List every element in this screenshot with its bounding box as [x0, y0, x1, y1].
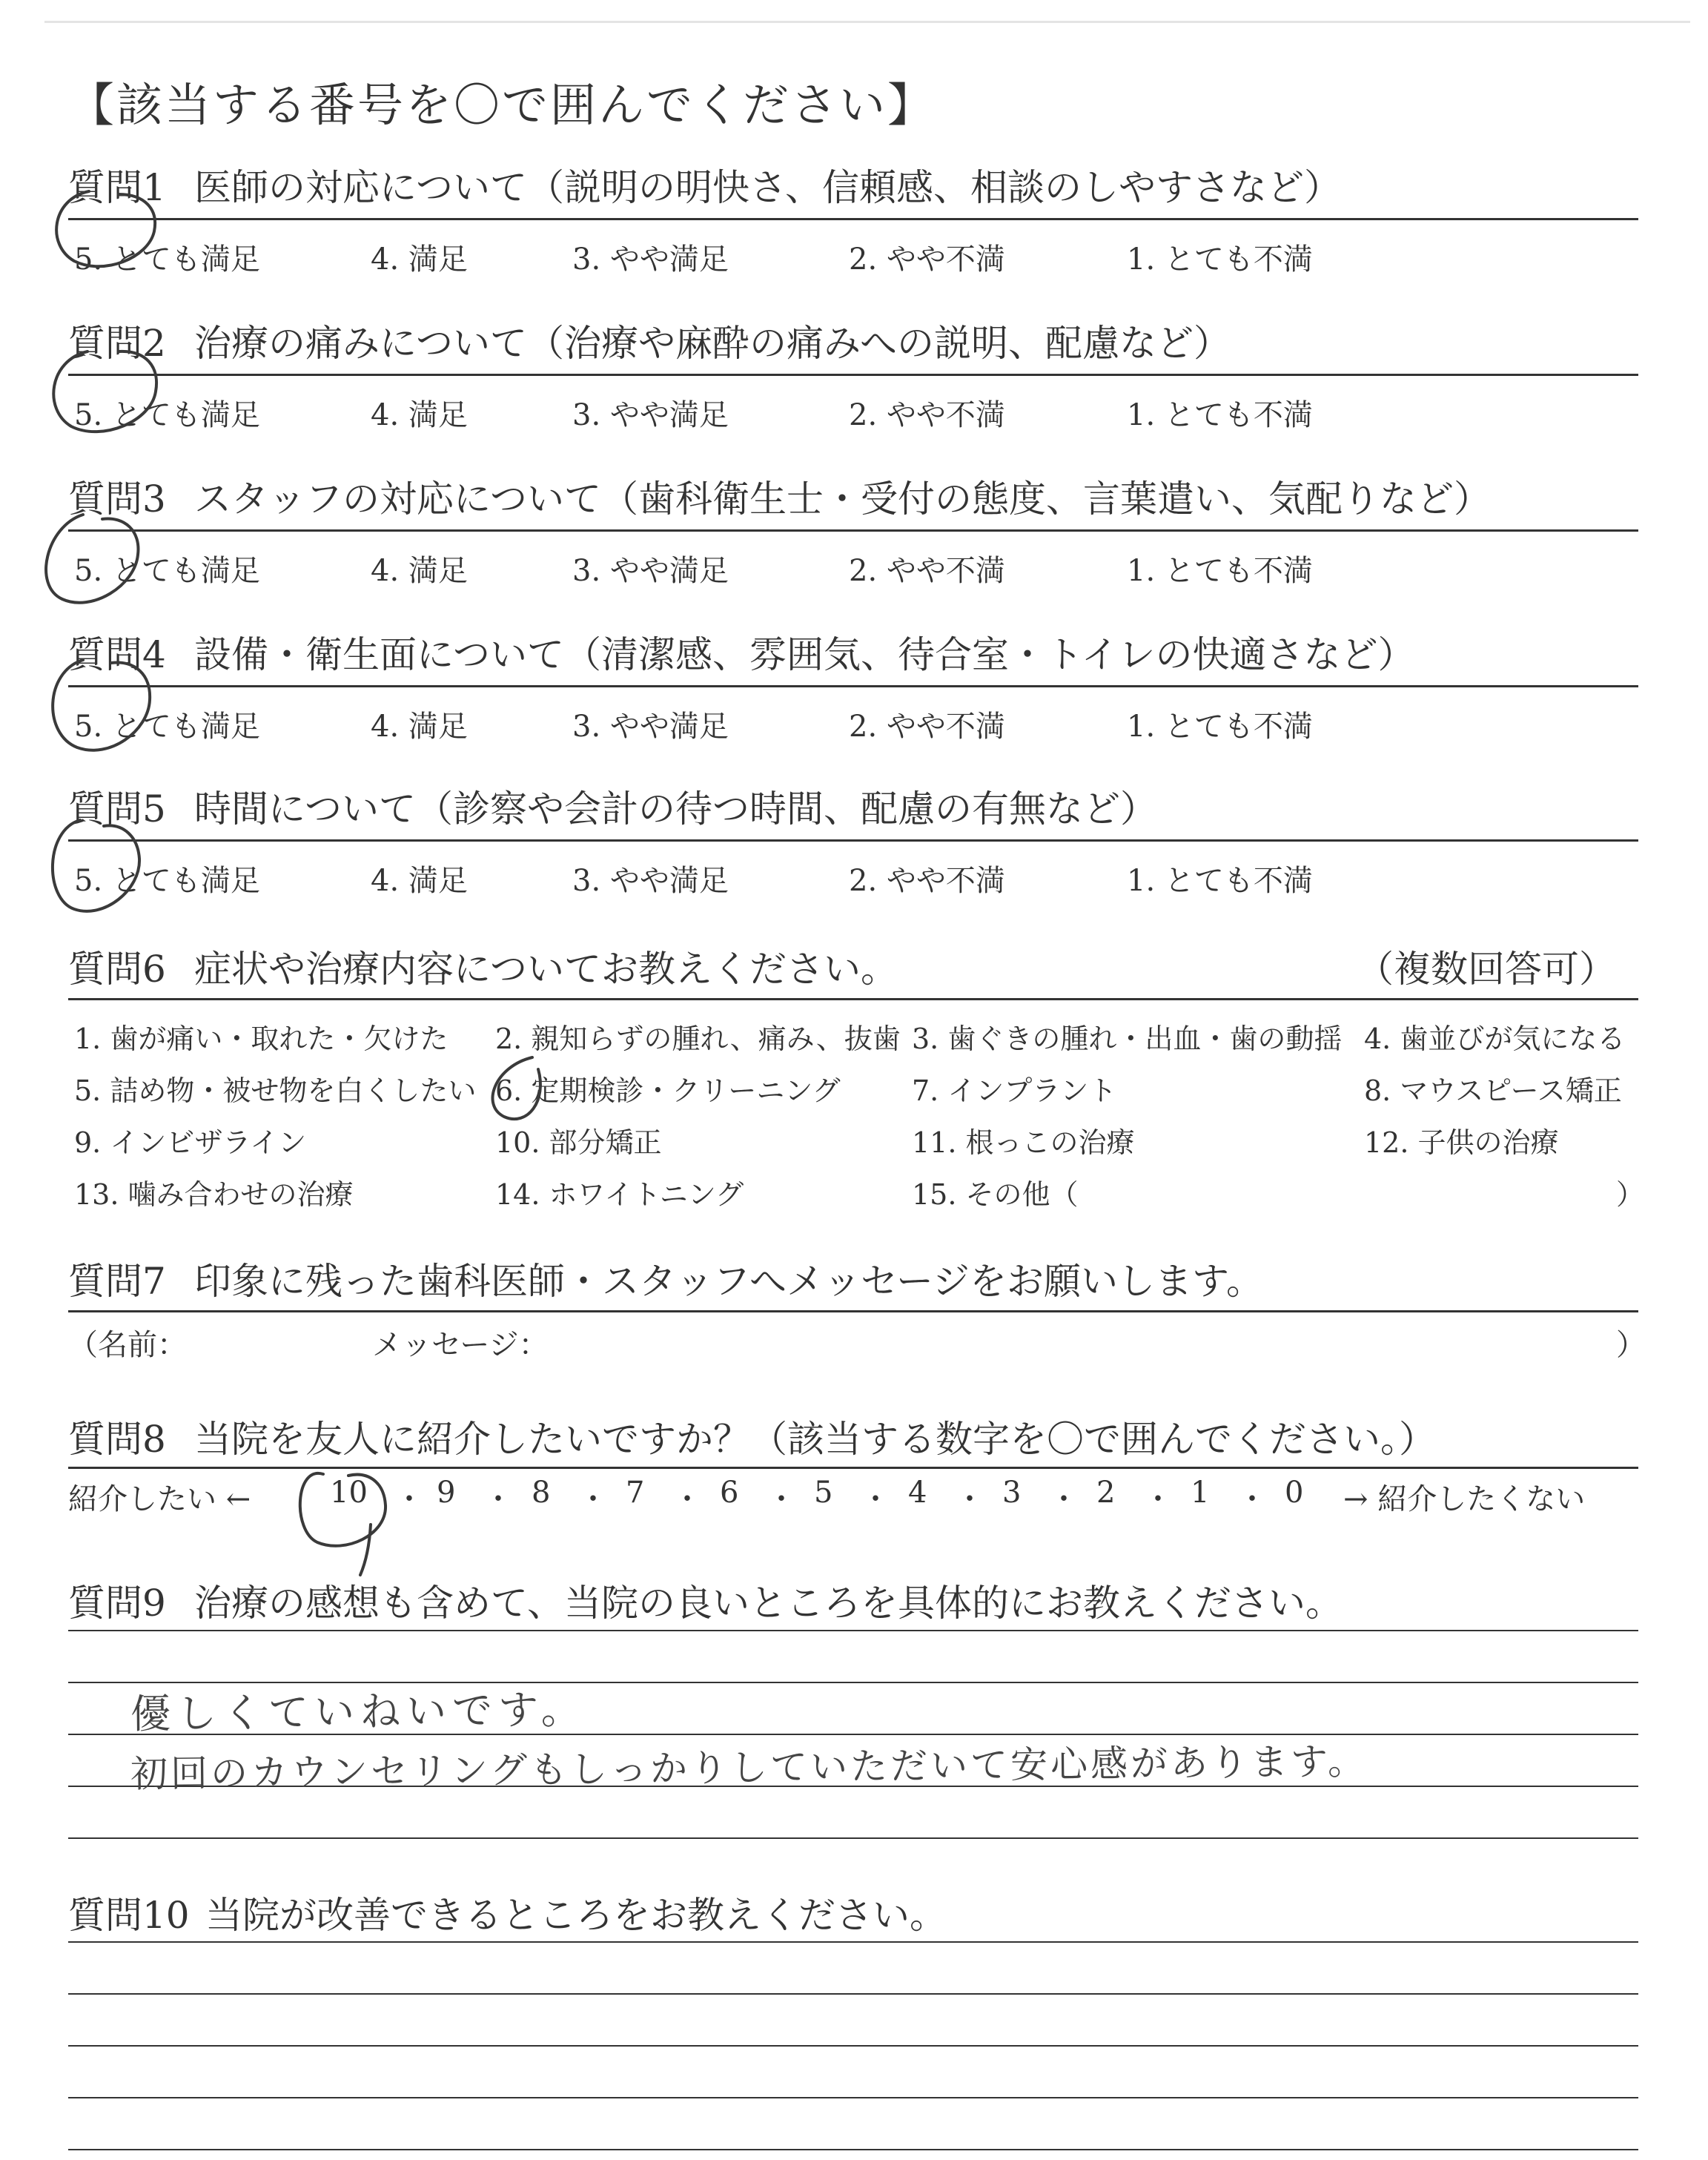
scale-2[interactable]: 2	[1096, 1476, 1116, 1510]
option-2[interactable]: 2. やや不満	[849, 710, 1005, 744]
question-number: 質問7	[68, 1260, 166, 1303]
multiple-answer-note: （複数回答可）	[1357, 948, 1616, 991]
scale-10[interactable]: 10	[330, 1476, 368, 1510]
option-1[interactable]: 1. とても不満	[1127, 710, 1313, 744]
scale-dot: ・	[578, 1482, 608, 1516]
scale-dot: ・	[1237, 1482, 1267, 1516]
option-4[interactable]: 4. 満足	[371, 554, 468, 588]
question-number: 質問5	[68, 787, 166, 830]
option-3[interactable]: 3. やや満足	[572, 710, 729, 744]
question-text: 治療の感想も含めて、当院の良いところを具体的にお教えください。	[194, 1582, 1343, 1625]
question-number: 質問8	[68, 1418, 166, 1461]
q6-option-13[interactable]: 13. 噛み合わせの治療	[74, 1178, 354, 1211]
scale-7[interactable]: 7	[626, 1476, 645, 1510]
question-text: 症状や治療内容についてお教えください。	[194, 948, 898, 991]
q2-selection-circle	[53, 351, 156, 432]
question-text: 設備・衛生面について（清潔感、雰囲気、待合室・トイレの快適さなど）	[194, 633, 1415, 676]
q6-selection-circle	[493, 1057, 540, 1119]
option-2[interactable]: 2. やや不満	[849, 242, 1005, 277]
q6-option-6[interactable]: 6. 定期検診・クリーニング	[495, 1074, 841, 1107]
scale-9[interactable]: 9	[437, 1476, 456, 1510]
question-number: 質問9	[68, 1582, 166, 1625]
option-1[interactable]: 1. とても不満	[1127, 864, 1313, 898]
scale-left-label: 紹介したい ←	[68, 1482, 251, 1516]
option-3[interactable]: 3. やや満足	[572, 242, 729, 277]
scale-5[interactable]: 5	[814, 1476, 833, 1510]
q6-option-9[interactable]: 9. インビザライン	[74, 1126, 307, 1159]
scale-dot: ・	[1143, 1482, 1173, 1516]
option-5[interactable]: 5. とても満足	[74, 398, 260, 432]
q6-option-4[interactable]: 4. 歯並びが気になる	[1364, 1023, 1626, 1055]
question-number: 質問10	[68, 1894, 190, 1937]
question-number: 質問3	[68, 478, 166, 521]
fields-close: ）	[1616, 1328, 1646, 1362]
option-5[interactable]: 5. とても満足	[74, 864, 260, 898]
option-3[interactable]: 3. やや満足	[572, 554, 729, 588]
option-2[interactable]: 2. やや不満	[849, 554, 1005, 588]
option-4[interactable]: 4. 満足	[371, 864, 468, 898]
name-label: （名前：	[68, 1328, 187, 1362]
question-text: 印象に残った歯科医師・スタッフへメッセージをお願いします。	[194, 1260, 1263, 1303]
q6-option-5[interactable]: 5. 詰め物・被せ物を白くしたい	[74, 1074, 477, 1107]
option-4[interactable]: 4. 満足	[371, 242, 468, 277]
scale-4[interactable]: 4	[908, 1476, 927, 1510]
q6-option-1[interactable]: 1. 歯が痛い・取れた・欠けた	[74, 1023, 448, 1055]
option-4[interactable]: 4. 満足	[371, 710, 468, 744]
option-1[interactable]: 1. とても不満	[1127, 398, 1313, 432]
question-text: 当院が改善できるところをお教えください。	[205, 1894, 947, 1937]
scale-dot: ・	[394, 1482, 424, 1516]
scale-0[interactable]: 0	[1285, 1476, 1304, 1510]
scale-right-label: → 紹介したくない	[1343, 1482, 1586, 1516]
q6-other-close: ）	[1616, 1178, 1645, 1211]
q6-option-11[interactable]: 11. 根っこの治療	[912, 1126, 1135, 1159]
option-4[interactable]: 4. 満足	[371, 398, 468, 432]
handwritten-answer-line-1: 優しくていねいです。	[130, 1685, 588, 1738]
q8-selection-circle	[300, 1473, 385, 1575]
scale-1[interactable]: 1	[1191, 1476, 1210, 1510]
scale-dot: ・	[1049, 1482, 1079, 1516]
option-1[interactable]: 1. とても不満	[1127, 554, 1313, 588]
message-label: メッセージ：	[372, 1328, 549, 1362]
question-number: 質問6	[68, 948, 166, 991]
scale-8[interactable]: 8	[532, 1476, 551, 1510]
question-text: 治療の痛みについて（治療や麻酔の痛みへの説明、配慮など）	[194, 322, 1231, 365]
scale-dot: ・	[483, 1482, 513, 1516]
q6-option-8[interactable]: 8. マウスピース矯正	[1364, 1074, 1622, 1107]
scale-3[interactable]: 3	[1002, 1476, 1022, 1510]
question-number: 質問1	[68, 166, 166, 209]
scale-6[interactable]: 6	[720, 1476, 739, 1510]
handwritten-answer-line-2: 初回のカウンセリングもしっかりしていただいて安心感があります。	[130, 1740, 1368, 1796]
question-text: 当院を友人に紹介したいですか？（該当する数字を〇で囲んでください。）	[194, 1418, 1436, 1461]
option-3[interactable]: 3. やや満足	[572, 864, 729, 898]
scale-dot: ・	[861, 1482, 890, 1516]
q6-option-10[interactable]: 10. 部分矯正	[495, 1126, 662, 1159]
question-text: 時間について（診察や会計の待つ時間、配慮の有無など）	[194, 787, 1157, 830]
scale-dot: ・	[955, 1482, 984, 1516]
q3-selection-circle	[46, 515, 138, 603]
option-1[interactable]: 1. とても不満	[1127, 242, 1313, 277]
option-2[interactable]: 2. やや不満	[849, 864, 1005, 898]
q6-option-7[interactable]: 7. インプラント	[912, 1074, 1117, 1107]
q5-selection-circle	[53, 820, 139, 911]
scale-dot: ・	[767, 1482, 796, 1516]
question-text: スタッフの対応について（歯科衛生士・受付の態度、言葉遣い、気配りなど）	[194, 478, 1491, 521]
option-3[interactable]: 3. やや満足	[572, 398, 729, 432]
q6-option-12[interactable]: 12. 子供の治療	[1364, 1126, 1559, 1159]
instruction-header: 【該当する番号を〇で囲んでください】	[68, 78, 936, 132]
q1-selection-circle	[56, 191, 155, 266]
q4-selection-circle	[53, 660, 150, 750]
q6-option-3[interactable]: 3. 歯ぐきの腫れ・出血・歯の動揺	[912, 1023, 1343, 1055]
scale-dot: ・	[672, 1482, 702, 1516]
option-5[interactable]: 5. とても満足	[74, 242, 260, 277]
q6-option-14[interactable]: 14. ホワイトニング	[495, 1178, 744, 1211]
q6-option-2[interactable]: 2. 親知らずの腫れ、痛み、抜歯	[495, 1023, 901, 1055]
question-number: 質問2	[68, 322, 166, 365]
option-5[interactable]: 5. とても満足	[74, 710, 260, 744]
option-5[interactable]: 5. とても満足	[74, 554, 260, 588]
q6-option-15[interactable]: 15. その他（	[912, 1178, 1079, 1211]
question-number: 質問4	[68, 633, 166, 676]
option-2[interactable]: 2. やや不満	[849, 398, 1005, 432]
question-text: 医師の対応について（説明の明快さ、信頼感、相談のしやすさなど）	[194, 166, 1341, 209]
